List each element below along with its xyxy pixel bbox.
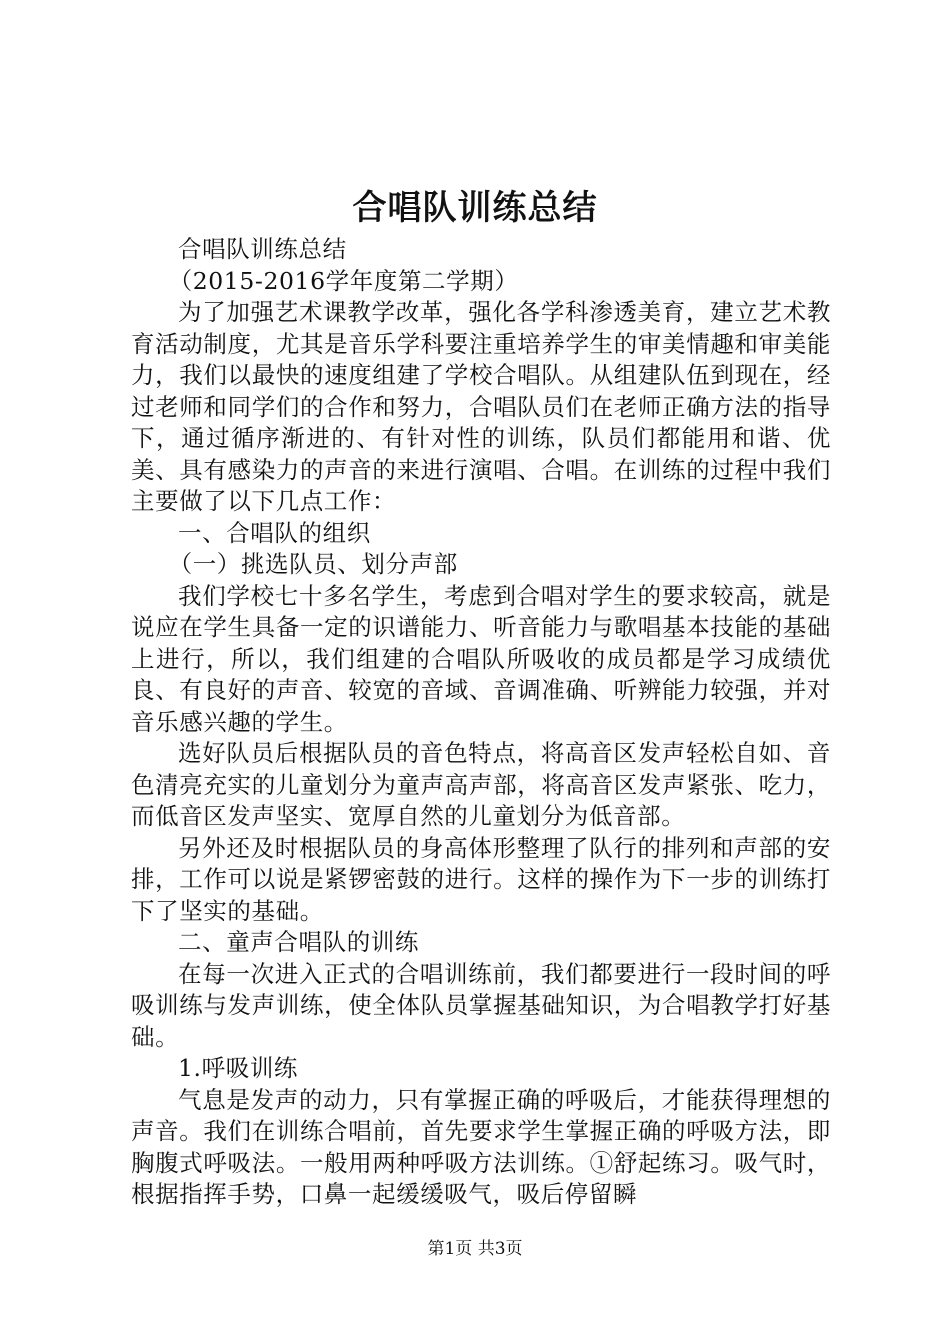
body-paragraph: 在每一次进入正式的合唱训练前，我们都要进行一段时间的呼吸训练与发声训练，使全体队员掌握基础知识，为合唱教学打好基础。 <box>131 959 831 1051</box>
document-title: 合唱队训练总结 <box>352 188 598 228</box>
semester-paragraph: （2015-2016学年度第二学期） <box>168 266 519 295</box>
document-body <box>131 234 831 1211</box>
section-heading: 二、童声合唱队的训练 <box>178 928 419 956</box>
subsection-heading: （一）挑选队员、划分声部 <box>168 550 458 578</box>
body-paragraph: 我们学校七十多名学生，考虑到合唱对学生的要求较高，就是说应在学生具备一定的识谱能力、听音能力与歌唱基本技能的基础上进行，所以，我们组建的合唱队所吸收的成员都是学习成绩优良、有良好的声音、较宽的音域、音调准确、听辨能力较强，并对音乐感兴趣的学生。 <box>131 581 831 736</box>
body-paragraph: 选好队员后根据队员的音色特点，将高音区发声轻松自如、音色清亮充实的儿童划分为童声高声部，将高音区发声紧张、吃力，而低音区发声坚实、宽厚自然的儿童划分为低音部。 <box>131 739 831 830</box>
body-paragraph: 气息是发声的动力，只有掌握正确的呼吸后，才能获得理想的声音。我们在训练合唱前，首先要求学生掌握正确的呼吸方法，即胸腹式呼吸法。一般用两种呼吸方法训练。①舒起练习。吸气时，根据指挥手势，口鼻一起缓缓吸气，吸后停留瞬 <box>131 1085 831 1208</box>
body-paragraph: 另外还及时根据队员的身高体形整理了队行的排列和声部的安排，工作可以说是紧锣密鼓的进行。这样的操作为下一步的训练打下了坚实的基础。 <box>131 833 831 925</box>
intro-paragraph: 为了加强艺术课教学改革，强化各学科渗透美育，建立艺术教育活动制度，尤其是音乐学科要注重培养学生的审美情趣和审美能力，我们以最快的速度组建了学校合唱队。从组建队伍到现在，经过老师和同学们的合作和努力，合唱队员们在老师正确方法的指导下，通过循序渐进的、有针对性的训练，队员们都能用和谐、优美、具有感染力的声音的来进行演唱、合唱。在训练的过程中我们主要做了以下几点工作： <box>131 298 831 515</box>
section-heading: 一、合唱队的组织 <box>178 518 371 547</box>
subsection-heading: 1.呼吸训练 <box>178 1054 299 1082</box>
subtitle-paragraph: 合唱队训练总结 <box>178 235 347 263</box>
page-footer: 第1页 共3页 <box>427 1239 523 1259</box>
